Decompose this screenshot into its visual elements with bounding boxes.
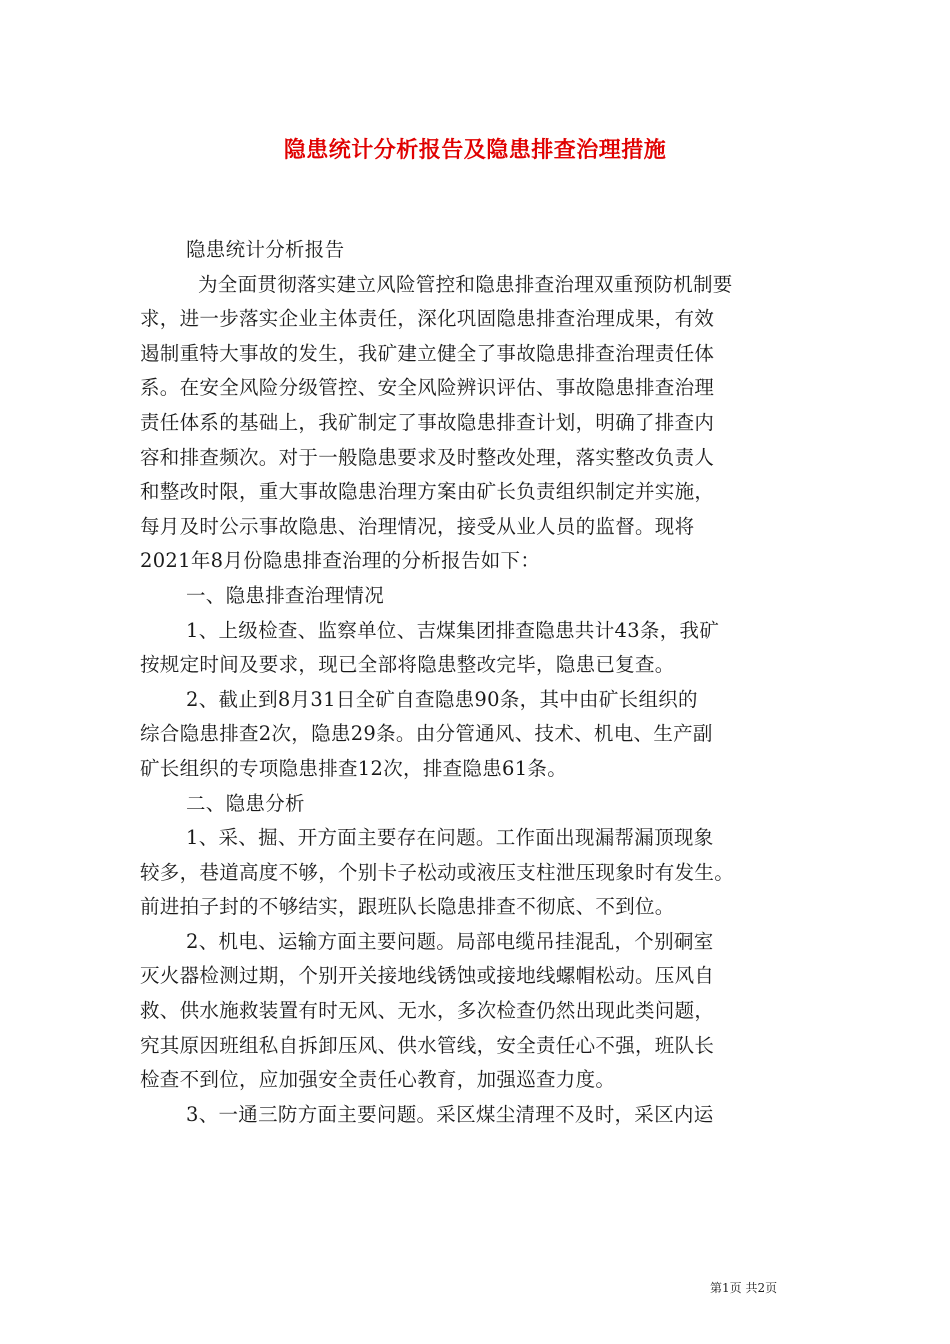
paragraph-line: 1、采、掘、开方面主要存在问题。工作面出现漏帮漏顶现象	[186, 826, 714, 850]
paragraph-line: 遏制重特大事故的发生，我矿建立健全了事故隐患排查治理责任体	[140, 341, 715, 365]
paragraph-line: 前进拍子封的不够结实，跟班队长隐患排查不彻底、不到位。	[140, 895, 675, 919]
section-heading: 隐患统计分析报告	[186, 238, 345, 261]
paragraph-line: 为全面贯彻落实建立风险管控和隐患排查治理双重预防机制要	[198, 272, 733, 296]
paragraph-line: 2021年8月份隐患排查治理的分析报告如下：	[140, 549, 541, 573]
paragraph-line: 按规定时间及要求，现已全部将隐患整改完毕，隐患已复查。	[140, 653, 675, 677]
paragraph-line: 容和排查频次。对于一般隐患要求及时整改处理，落实整改负责人	[140, 445, 715, 469]
paragraph-line: 3、一通三防方面主要问题。采区煤尘清理不及时，采区内运	[186, 1102, 714, 1126]
paragraph-line: 和整改时限，重大事故隐患治理方案由矿长负责组织制定并实施，	[140, 480, 715, 504]
page-title: 隐患统计分析报告及隐患排查治理措施	[283, 137, 667, 163]
section-heading: 一、隐患排查治理情况	[186, 583, 385, 607]
paragraph-line: 求，进一步落实企业主体责任，深化巩固隐患排查治理成果，有效	[140, 307, 715, 331]
paragraph-line: 检查不到位，应加强安全责任心教育，加强巡查力度。	[140, 1068, 616, 1092]
paragraph-line: 究其原因班组私自拆卸压风、供水管线，安全责任心不强，班队长	[140, 1033, 715, 1057]
paragraph-line: 每月及时公示事故隐患、治理情况，接受从业人员的监督。现将	[140, 514, 695, 538]
paragraph-line: 1、上级检查、监察单位、吉煤集团排查隐患共计43条，我矿	[186, 618, 720, 642]
paragraph-line: 较多，巷道高度不够，个别卡子松动或液压支柱泄压现象时有发生。	[140, 860, 735, 884]
paragraph-line: 系。在安全风险分级管控、安全风险辨识评估、事故隐患排查治理	[140, 376, 715, 400]
section-heading: 二、隐患分析	[186, 791, 305, 815]
paragraph-line: 责任体系的基础上，我矿制定了事故隐患排查计划，明确了排查内	[140, 410, 715, 434]
paragraph-line: 救、供水施救装置有时无风、无水，多次检查仍然出现此类问题，	[140, 999, 715, 1023]
paragraph-line: 灭火器检测过期，个别开关接地线锈蚀或接地线螺帽松动。压风自	[140, 964, 715, 988]
paragraph-line: 2、机电、运输方面主要问题。局部电缆吊挂混乱，个别硐室	[186, 929, 714, 953]
document-body	[140, 233, 820, 1132]
paragraph-line: 综合隐患排查2次，隐患29条。由分管通风、技术、机电、生产副	[140, 722, 713, 746]
paragraph-line: 矿长组织的专项隐患排查12次，排查隐患61条。	[140, 756, 568, 780]
page-number: 第1页 共2页	[710, 1281, 778, 1295]
paragraph-line: 2、截止到8月31日全矿自查隐患90条，其中由矿长组织的	[186, 687, 698, 711]
